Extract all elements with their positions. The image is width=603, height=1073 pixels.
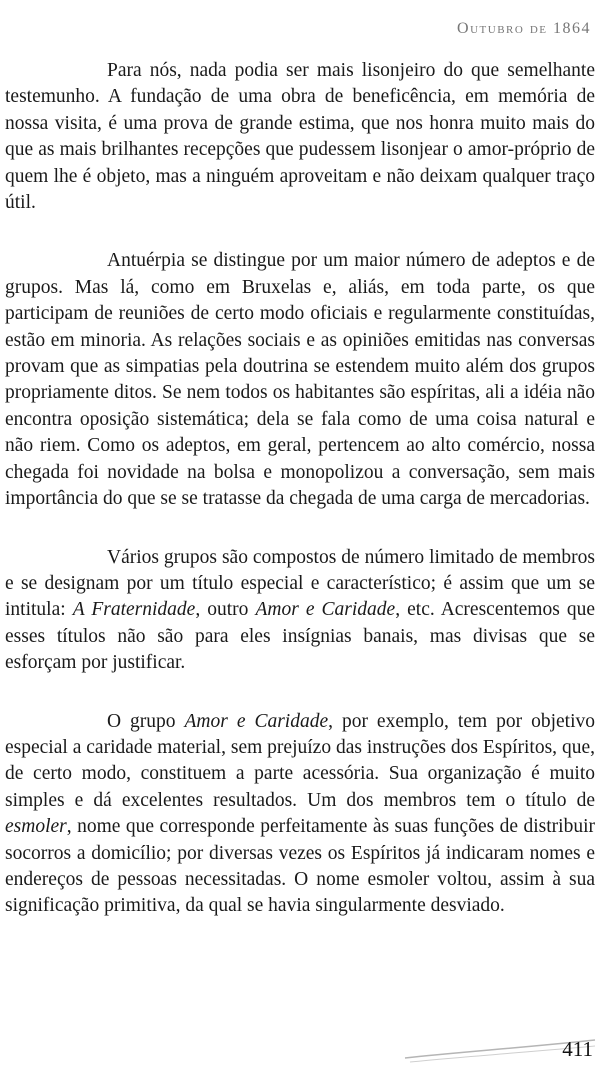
italic-title: A Fraternidade (72, 599, 196, 621)
text-run: , etc. Acrescentemos que esses títulos não são para eles insígnias banais, mas divisas que se esforçam por justificar. (5, 599, 596, 674)
text-run: O grupo (107, 710, 185, 732)
text-run: , outro (195, 599, 256, 621)
page-number: 411 (562, 1037, 593, 1061)
text-run: Vários grupos são compostos de número limitado de membros e se designam por um título especial e característico; é assim que um se intitula: (5, 546, 595, 621)
paragraph (5, 545, 595, 677)
text-run: , nome que corresponde perfeitamente às suas funções de distribuir socorros a domicílio; por diversas vezes os Espíritos já indicaram nomes e endereços de pessoas necessitadas. O nome esmoler voltou, assim à sua significação primitiva, da qual se havia singularmente desviado. (5, 816, 595, 917)
text-run: Antuérpia se distingue por um maior número de adeptos e de grupos. Mas lá, como em Bruxelas e, aliás, em toda parte, os que participam de reuniões de certo modo oficiais e regularmente constituídas, estão em minoria. As relações sociais e as opiniões emitidas nas conversas provam que as simpatias pela doutrina se estendem muito além dos grupos propriamente ditos. Se nem todos os habitantes são espíritas, ali a idéia não encontra oposição sistemática; dela se fala como de uma coisa natural e não riem. Como os adeptos, em geral, pertencem ao alto comércio, nossa chegada foi novidade na bolsa e monopolizou a conversação, sem mais importância do que se se tratasse da chegada de uma carga de mercadorias. (5, 250, 595, 510)
running-header: Outubro de 1864 (457, 20, 591, 37)
paragraph (5, 58, 595, 216)
italic-term: esmoler (5, 816, 67, 838)
paragraph (5, 248, 595, 512)
page-body (5, 58, 595, 952)
italic-title: Amor e Caridade (184, 710, 329, 732)
text-run: Para nós, nada podia ser mais lisonjeiro do que semelhante testemunho. A fundação de uma obra de beneficência, em memória de nossa visita, é uma prova de grande estima, que nos honra muito mais do que as mais brilhantes recepções que pudessem lisonjear o amor-próprio de quem lhe é objeto, mas a ninguém aproveitam e não deixam qualquer traço útil. (5, 60, 595, 214)
text-run: , por exemplo, tem por objetivo especial a caridade material, sem prejuízo das instruções dos Espíritos, que, de certo modo, constituem a parte acessória. Sua organização é muito simples e dá excelentes resultados. Um dos membros tem o título de (5, 710, 595, 811)
italic-title: Amor e Caridade (255, 599, 396, 621)
paragraph (5, 709, 595, 920)
